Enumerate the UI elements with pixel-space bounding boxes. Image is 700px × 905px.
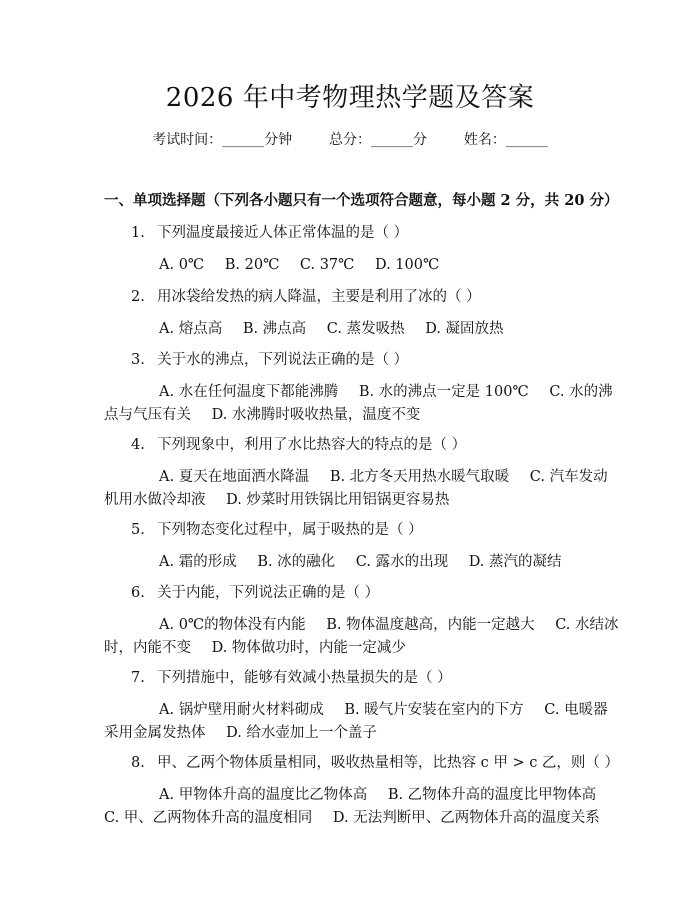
option-b: B. 暖气片安装在室内的下方 xyxy=(344,702,524,718)
option-c: C. 37℃ xyxy=(299,257,355,273)
question-3-options-line-1 xyxy=(159,381,613,403)
question-number: 2. xyxy=(131,289,145,305)
option-c: C. 蒸发吸热 xyxy=(326,321,405,337)
section-title: 一、单项选择题（下列各小题只有一个选项符合题意，每小题 2 分，共 20 分） xyxy=(104,192,619,209)
option-d: D. 给水壶加上一个盖子 xyxy=(226,725,377,741)
question-5-options xyxy=(159,551,562,573)
option-b: B. 物体温度越高，内能一定越大 xyxy=(326,617,535,633)
question-6 xyxy=(131,582,379,604)
option-d: D. 蒸汽的凝结 xyxy=(468,554,562,570)
option-c-continued: 机用水做冷却液 xyxy=(104,492,206,508)
time-unit: 分钟 xyxy=(264,132,293,148)
question-6-options-line-2 xyxy=(104,637,406,659)
option-d: D. 炒菜时用铁锅比用铝锅更容易热 xyxy=(226,492,450,508)
option-b: B. 水的沸点一定是 100℃ xyxy=(358,384,529,400)
option-a: A. 水在任何温度下都能沸腾 xyxy=(159,384,339,400)
question-number: 8. xyxy=(131,755,145,771)
option-c: C. 汽车发动 xyxy=(529,469,608,485)
option-a: A. 锅炉壁用耐火材料砌成 xyxy=(159,702,324,718)
score-label: 总分： xyxy=(329,132,371,148)
option-c-continued: 点与气压有关 xyxy=(104,407,191,423)
question-3 xyxy=(131,349,408,371)
name-label: 姓名： xyxy=(463,132,506,148)
option-a: A. 夏天在地面洒水降温 xyxy=(159,469,310,485)
question-1 xyxy=(131,222,408,244)
option-b: B. 20℃ xyxy=(224,257,280,273)
option-d: D. 100℃ xyxy=(374,257,440,273)
question-2 xyxy=(131,286,481,308)
option-a: A. 霜的形成 xyxy=(159,554,237,570)
option-b: B. 北方冬天用热水暖气取暖 xyxy=(329,469,510,485)
question-number: 4. xyxy=(131,437,145,453)
question-8 xyxy=(131,752,619,774)
question-text: 用冰袋给发热的病人降温，主要是利用了冰的（ ） xyxy=(157,289,481,305)
question-7-options-line-1 xyxy=(159,699,608,721)
question-text: 下列物态变化过程中，属于吸热的是（ ） xyxy=(157,522,423,538)
option-b: B. 乙物体升高的温度比甲物体高 xyxy=(387,787,597,803)
option-c: C. 电暖器 xyxy=(544,702,608,718)
option-c-continued: 采用金属发热体 xyxy=(104,725,206,741)
score-unit: 分 xyxy=(413,132,427,148)
time-blank: ______ xyxy=(222,132,265,148)
question-7-options-line-2 xyxy=(104,722,377,744)
question-text: 下列措施中，能够有效减小热量损失的是（ ） xyxy=(157,670,452,686)
option-a: A. 0℃ xyxy=(159,257,205,273)
question-text: 下列现象中，利用了水比热容大的特点的是（ ） xyxy=(157,437,467,453)
exam-meta xyxy=(0,129,700,151)
score-blank: ______ xyxy=(371,132,413,148)
question-text: 下列温度最接近人体正常体温的是（ ） xyxy=(157,225,409,241)
question-8-options-line-1 xyxy=(159,784,596,806)
question-number: 6. xyxy=(131,585,145,601)
option-a: A. 甲物体升高的温度比乙物体高 xyxy=(159,787,368,803)
time-label: 考试时间： xyxy=(152,132,223,148)
option-a: A. 熔点高 xyxy=(159,321,223,337)
option-b: B. 沸点高 xyxy=(242,321,307,337)
option-d: D. 物体做功时，内能一定减少 xyxy=(211,640,406,656)
question-text: 甲、乙两个物体质量相同，吸收热量相等，比热容 c 甲 > c 乙，则（ ） xyxy=(157,755,620,771)
question-2-options xyxy=(159,318,504,340)
option-a: A. 0℃的物体没有内能 xyxy=(159,617,306,633)
option-d: D. 无法判断甲、乙两物体升高的温度关系 xyxy=(332,810,600,826)
question-4-options-line-2 xyxy=(104,489,449,511)
name-blank: ______ xyxy=(505,132,548,148)
question-6-options-line-1 xyxy=(159,614,619,636)
question-4-options-line-1 xyxy=(159,466,608,488)
question-7 xyxy=(131,667,452,689)
page-title: 2026 年中考物理热学题及答案 xyxy=(165,83,535,113)
option-d: D. 凝固放热 xyxy=(425,321,504,337)
option-c-continued: 时，内能不变 xyxy=(104,640,191,656)
option-c: C. 水的沸 xyxy=(549,384,613,400)
question-3-options-line-2 xyxy=(104,404,420,426)
question-number: 5. xyxy=(131,522,145,538)
question-text: 关于内能，下列说法正确的是（ ） xyxy=(157,585,380,601)
question-text: 关于水的沸点，下列说法正确的是（ ） xyxy=(157,352,409,368)
question-number: 1. xyxy=(131,225,145,241)
question-8-options-line-2 xyxy=(104,807,600,829)
option-b: B. 冰的融化 xyxy=(257,554,336,570)
question-1-options xyxy=(159,254,439,276)
option-d: D. 水沸腾时吸收热量，温度不变 xyxy=(211,407,421,423)
question-4 xyxy=(131,434,466,456)
option-c: C. 露水的出现 xyxy=(355,554,449,570)
question-number: 7. xyxy=(131,670,145,686)
question-5 xyxy=(131,519,423,541)
option-c: C. 水结冰 xyxy=(555,617,619,633)
question-number: 3. xyxy=(131,352,145,368)
option-c: C. 甲、乙两物体升高的温度相同 xyxy=(104,810,313,826)
